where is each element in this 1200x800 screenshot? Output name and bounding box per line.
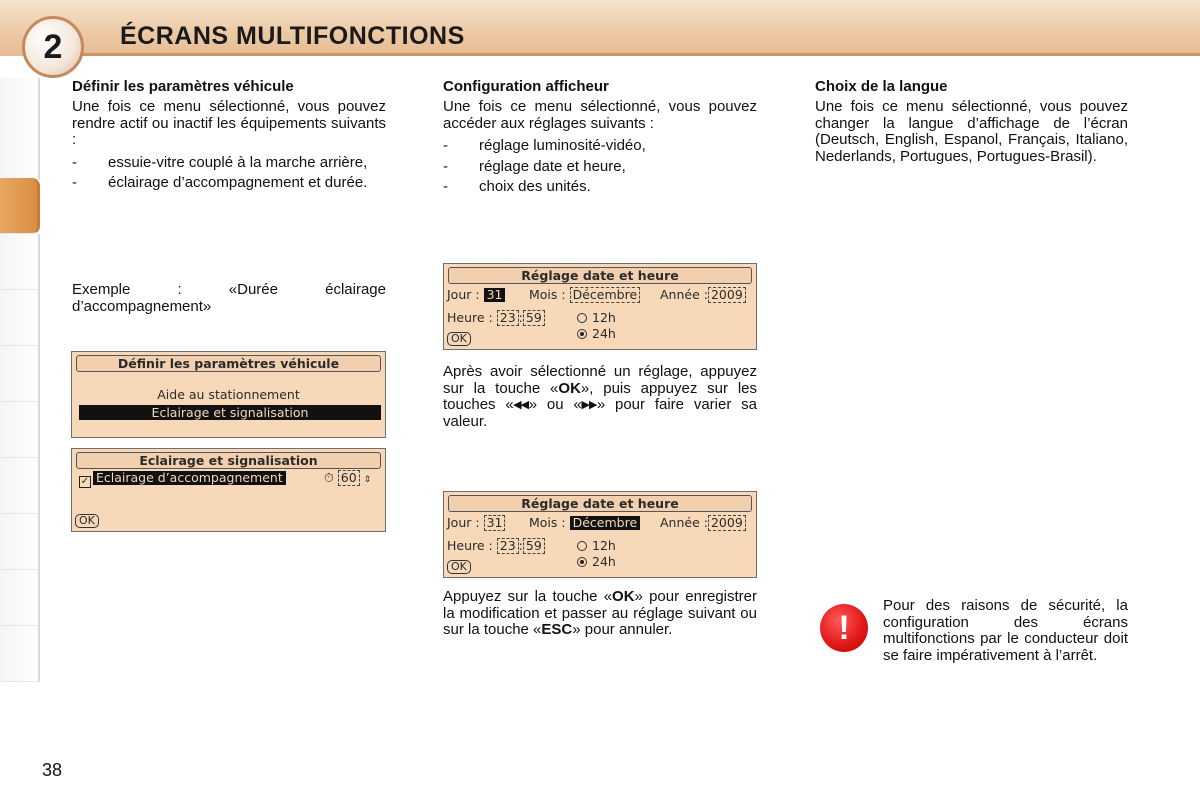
minute-value[interactable]: 59: [523, 310, 545, 326]
list-item: - choix des unités.: [443, 179, 757, 196]
spin-arrows-icon: ⇕: [363, 475, 372, 485]
year-value[interactable]: 2009: [708, 515, 746, 531]
month-label: Mois :: [529, 287, 566, 302]
format-24h-option[interactable]: [577, 554, 616, 569]
format-12h-option[interactable]: [577, 538, 616, 553]
hour-label: Heure :: [447, 538, 493, 553]
format-24h-label: 24h: [592, 326, 616, 341]
text-part: » ou «: [528, 396, 582, 413]
lcd-date-time-screen-2: [443, 491, 757, 578]
section-title: Définir les paramètres véhicule: [72, 78, 294, 95]
ok-key: OK: [558, 379, 581, 397]
side-tab-active[interactable]: [0, 178, 40, 234]
ok-button[interactable]: OK: [447, 332, 471, 346]
side-tab-4[interactable]: [0, 234, 40, 290]
year-field[interactable]: [660, 515, 746, 531]
side-tab-5[interactable]: [0, 290, 40, 346]
settings-list: [443, 138, 757, 196]
text-part: », puis appuyez sur les touches «: [443, 379, 757, 413]
lcd-title: Définir les paramètres véhicule: [76, 355, 381, 372]
lcd-title: Réglage date et heure: [448, 267, 752, 284]
hour-field[interactable]: Heure : 23 : 59: [447, 310, 545, 326]
year-field[interactable]: [660, 287, 746, 303]
radio-off-icon[interactable]: [577, 313, 587, 323]
language-text: Une fois ce menu sélectionné, vous pouvez changer la langue d’affichage de l’écran (Deutsch, English, Espanol, Français, Italiano, Nederlands, Portugues, Portugues-Brasil).: [815, 98, 1128, 165]
ok-key: OK: [612, 588, 635, 605]
lcd-lighting-screen: [71, 448, 386, 532]
radio-on-icon[interactable]: [577, 329, 587, 339]
day-label: Jour :: [447, 515, 480, 530]
side-tab-2[interactable]: [0, 124, 40, 180]
section-title: Choix de la langue: [815, 78, 948, 95]
duration-field[interactable]: [324, 470, 371, 486]
format-12h-option[interactable]: [577, 310, 616, 325]
format-24h-label: 24h: [592, 554, 616, 569]
month-field[interactable]: [529, 515, 640, 530]
lcd-title: Eclairage et signalisation: [76, 452, 381, 469]
chapter-title: ÉCRANS MULTIFONCTIONS: [120, 22, 465, 50]
equipment-list: [72, 155, 386, 192]
duration-value[interactable]: 60: [338, 470, 360, 486]
text-part: » pour annuler.: [572, 621, 673, 638]
day-field[interactable]: [447, 515, 505, 531]
side-tab-8[interactable]: [0, 458, 40, 514]
page-number: 38: [42, 760, 63, 780]
lcd-vehicle-settings-screen: [71, 351, 386, 438]
day-field[interactable]: [447, 287, 505, 302]
chapter-number: 2: [43, 27, 63, 66]
intro-text: Une fois ce menu sélectionné, vous pouvez accéder aux réglages suivants :: [443, 98, 757, 132]
rewind-icon: ◂◂: [513, 396, 529, 413]
side-tabs: [0, 78, 44, 718]
side-tab-10[interactable]: [0, 570, 40, 626]
text-part: » pour enregistrer la modification et passer au réglage suivant ou sur la touche «: [443, 588, 757, 638]
hour-value[interactable]: 23: [497, 310, 519, 326]
hour-label: Heure :: [447, 310, 493, 325]
month-field[interactable]: [529, 287, 640, 303]
text-part: Après avoir sélectionné un réglage, appuyez sur la touche «: [443, 363, 757, 397]
side-tab-9[interactable]: [0, 514, 40, 570]
side-tab-7[interactable]: [0, 402, 40, 458]
format-12h-label: 12h: [592, 538, 616, 553]
radio-on-icon[interactable]: [577, 557, 587, 567]
instruction-save: [443, 589, 757, 639]
month-value-selected[interactable]: Décembre: [570, 516, 641, 530]
day-label: Jour :: [447, 287, 480, 302]
hour-value[interactable]: 23: [497, 538, 519, 554]
ok-button[interactable]: OK: [447, 560, 471, 574]
section-title: Configuration afficheur: [443, 78, 609, 95]
format-12h-label: 12h: [592, 310, 616, 325]
day-value-selected[interactable]: 31: [484, 288, 506, 302]
text-part: » pour faire varier sa valeur.: [443, 396, 757, 430]
intro-text: Une fois ce menu sélectionné, vous pouvez rendre actif ou inactif les équipements suivants :: [72, 98, 386, 148]
timer-icon: ⏱: [324, 470, 334, 485]
radio-off-icon[interactable]: [577, 541, 587, 551]
example-text: Exemple : «Durée éclairage d’accompagnement»: [72, 281, 386, 315]
day-value[interactable]: 31: [484, 515, 506, 531]
lcd-title: Réglage date et heure: [448, 495, 752, 512]
text-part: Appuyez sur la touche «: [443, 588, 613, 605]
menu-item-lighting-selected[interactable]: Eclairage et signalisation: [79, 405, 381, 420]
fast-forward-icon: ▸▸: [581, 396, 597, 413]
list-item: - réglage luminosité-vidéo,: [443, 138, 757, 155]
chapter-number-badge: [22, 16, 84, 78]
format-24h-option[interactable]: [577, 326, 616, 341]
column-vehicle-settings: [72, 78, 386, 196]
hour-field[interactable]: Heure : 23 : 59: [447, 538, 545, 554]
instruction-select-value: [443, 364, 757, 430]
month-label: Mois :: [529, 515, 566, 530]
year-label: Année :: [660, 287, 708, 302]
warning-text: Pour des raisons de sécurité, la configuration des écrans multifonctions par le conducteur doit se faire impérativement à l’arrêt.: [883, 597, 1128, 664]
list-item: - réglage date et heure,: [443, 159, 757, 176]
column-display-config: [443, 78, 757, 200]
follow-me-home-label: Eclairage d’accompagnement: [93, 471, 286, 485]
menu-item-parking-aid[interactable]: Aide au stationnement: [157, 387, 300, 402]
list-item: - éclairage d’accompagnement et durée.: [72, 175, 386, 192]
lcd-date-time-screen-1: [443, 263, 757, 350]
checkbox-checked-icon[interactable]: ✓: [80, 476, 90, 487]
year-label: Année :: [660, 515, 708, 530]
column-language: [815, 78, 1128, 165]
month-value[interactable]: Décembre: [570, 287, 641, 303]
follow-me-home-row[interactable]: [79, 470, 286, 488]
minute-value[interactable]: 59: [523, 538, 545, 554]
ok-button[interactable]: OK: [75, 514, 99, 528]
side-tab-11[interactable]: [0, 626, 40, 682]
list-item: - essuie-vitre couplé à la marche arrière,: [72, 155, 386, 172]
year-value[interactable]: 2009: [708, 287, 746, 303]
warning-icon: !: [820, 604, 868, 652]
esc-key: ESC: [541, 621, 573, 638]
side-tab-6[interactable]: [0, 346, 40, 402]
